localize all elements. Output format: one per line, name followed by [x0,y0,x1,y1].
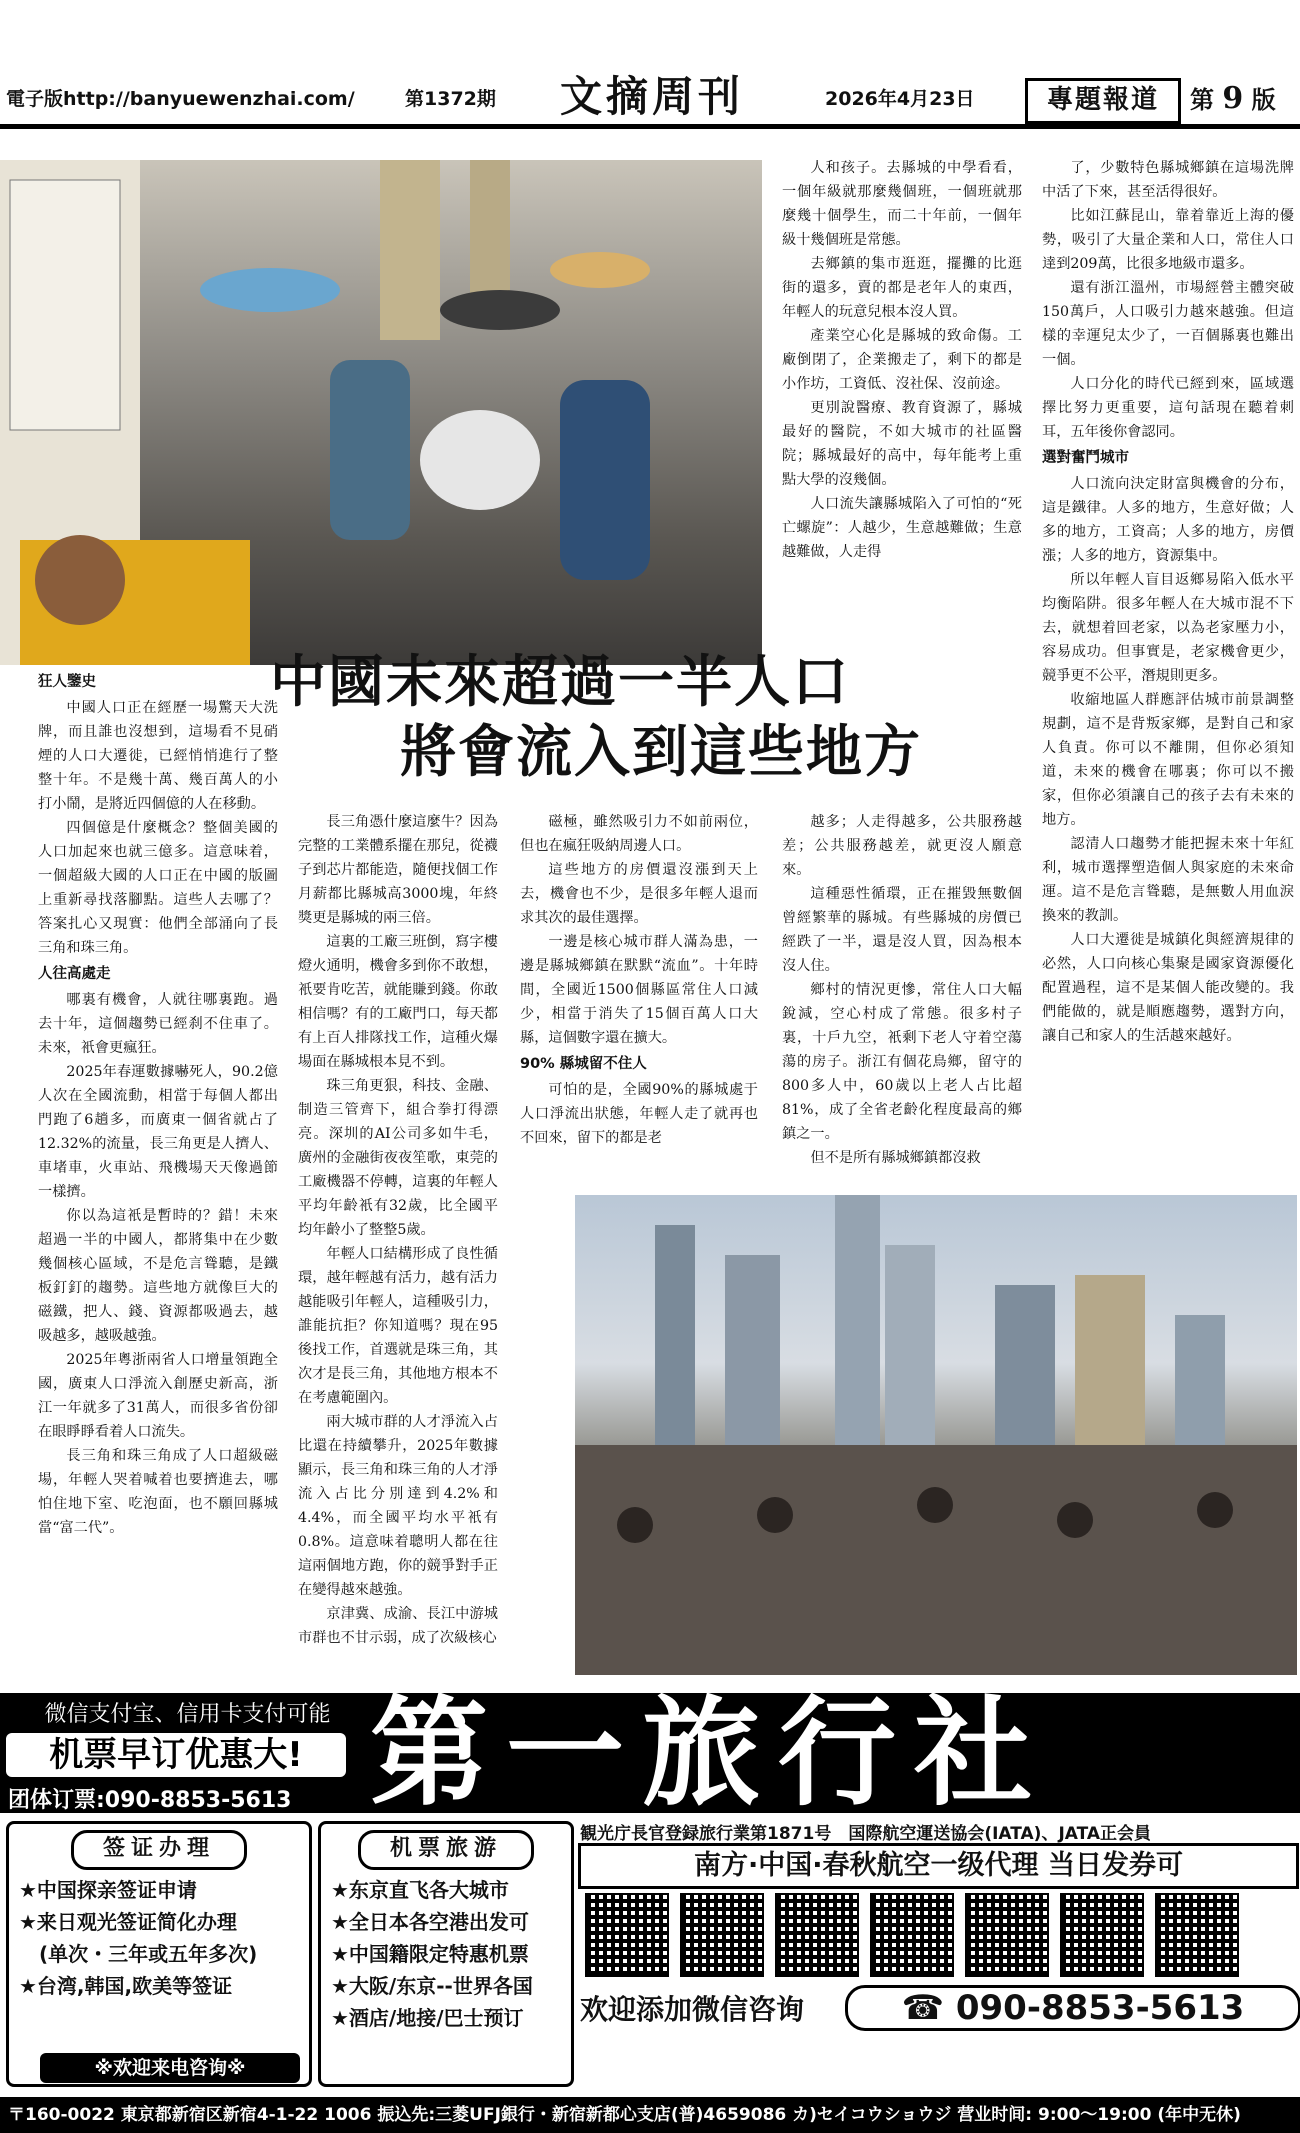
article-column-5 [1042,156,1294,1048]
ad-visa-box [6,1821,312,2087]
issue-number: 第1372期 [405,88,496,110]
ad-top-bar [0,1684,1300,1822]
ad-ticket-box [318,1821,574,2087]
paragraph: 中國人口正在經歷一場驚天大洗牌，而且誰也沒想到，這場看不見硝煙的人口大遷徙，已經悄悄進行了整整十年。不是幾十萬、幾百萬人的小打小鬧，是將近四個億的人在移動。 [38,700,278,812]
ad-list-item: ★全日本各空港出发可 [331,1910,529,1934]
paragraph: 去鄉鎮的集市逛逛，擺攤的比逛街的還多，賣的都是老年人的東西，年輕人的玩意兒根本沒人買。 [782,256,1022,320]
paragraph: 還有浙江溫州，市場經營主體突破150萬戶，人口吸引力越來越強。但這樣的幸運兒太少了，一百個縣裏也難出一個。 [1042,280,1294,368]
paragraph: 更別說醫療、教育資源了，縣城最好的醫院，不如大城市的社區醫院；縣城最好的高中，每年能考上重點大學的沒幾個。 [782,400,1022,488]
paragraph: 這裏的工廠三班倒，寫字樓燈火通明，機會多到你不敢想，衹要肯吃苦，就能賺到錢。你敢相信嗎？有的工廠門口，每天都有上百人排隊找工作，這種火爆場面在縣城根本見不到。 [298,934,498,1070]
ad-wechat-prompt: 欢迎添加微信咨询 [580,1993,805,2026]
photo-city-illustration [575,1195,1297,1675]
headline-line-2: 將會流入到這些地方 [400,720,922,785]
paragraph: 這種惡性循環，正在摧毀無數個曾經繁華的縣城。有些縣城的房價已經跌了一半，還是沒人買，因為根本沒人住。 [782,886,1022,974]
paragraph: 收縮地區人群應評估城市前景調整規劃，這不是背叛家鄉，是對自己和家人負責。你可以不離開，但你必須知道，未來的機會在哪裏；你可以不搬家，但你必須讓自己的孩子去有未來的地方。 [1042,692,1294,828]
ad-list-item: ★东京直飞各大城市 [331,1878,509,1902]
paragraph: 越多；人走得越多，公共服務越差；公共服務越差，就更沒人願意來。 [782,814,1022,878]
qr-code[interactable] [1155,1893,1239,1977]
ad-group-booking: 团体订票:090-8853-5613 [8,1788,292,1813]
paragraph: 人口流失讓縣城陷入了可怕的“死亡螺旋”：人越少，生意越難做；生意越難做，人走得 [782,496,1022,560]
paragraph: 所以年輕人盲目返鄉易陷入低水平均衡陷阱。很多年輕人在大城市混不下去，就想着回老家，以為老家壓力小，容易成功。但事實是，老家機會更少，競爭更不公平，潛規則更多。 [1042,572,1294,684]
ad-ticket-list [321,1874,571,2034]
ad-visa-title: 签证办理 [71,1830,247,1870]
paragraph: 長三角憑什麼這麼牛？因為完整的工業體系擺在那兒，從襪子到芯片都能造，隨便找個工作月薪都比縣城高3000塊，年終獎更是縣城的兩三倍。 [298,814,498,926]
paragraph: 2025年春運數據嚇死人，90.2億人次在全國流動，相當于每個人都出門跑了6趟多，而廣東一個省就占了12.32%的流量，長三角更是人擠人、車堵車，火車站、飛機場天天像過節一樣擠。 [38,1064,278,1200]
ad-phone-number[interactable]: ☎ 090-8853-5613 [845,1985,1300,2031]
paragraph: 兩大城市群的人才淨流入占比還在持續攀升，2025年數據顯示，長三角和珠三角的人才淨流入占比分別達到4.2%和4.4%，而全國平均水平衹有0.8%。這意味着聰明人都在往這兩個地方跑，你的競爭對手正在變得越來越強。 [298,1414,498,1598]
paragraph: 你以為這衹是暫時的？錯！未來超過一半的中國人，都將集中在少數幾個核心區域，不是危言聳聽，是鐵板釘釘的趨勢。這些地方就像巨大的磁鐵，把人、錢、資源都吸過去，越吸越多，越吸越強。 [38,1208,278,1344]
paragraph: 一邊是核心城市群人滿為患，一邊是縣城鄉鎮在默默“流血”。十年時間，全國近1500個縣區常住人口減少，相當于消失了15個百萬人口大縣，這個數字還在擴大。 [520,934,758,1046]
headline-line-1: 中國未來超過一半人口 [270,650,850,715]
travel-agency-ad [0,1684,1300,2133]
ad-airline-agent: 南方·中国·春秋航空一级代理 当日发券可 [578,1843,1299,1889]
ad-address-bar: 〒160-0022 東京都新宿区新宿4-1-22 1006 振込先:三菱UFJ銀行・新宿新都心支店(普)4659086 カ)セイコウショウジ 营业时间: 9:00～19:00 (年中无休) [0,2097,1300,2133]
paragraph: 京津冀、成渝、長江中游城市群也不甘示弱，成了次級核心 [298,1606,498,1646]
masthead [0,0,1300,130]
qr-code[interactable] [1060,1893,1144,1977]
ad-list-item: ★中国籍限定特惠机票 [331,1942,529,1966]
ad-agency-logo: 第一旅行社 [370,1684,1051,1822]
paragraph: 磁極，雖然吸引力不如前兩位，但也在瘋狂吸納周邊人口。 [520,814,758,854]
paragraph: 認清人口趨勢才能把握未來十年紅利，城市選擇塑造個人與家庭的未來命運。這不是危言聳聽，是無數人用血淚換來的教訓。 [1042,836,1294,924]
paragraph: 了，少數特色縣城鄉鎮在這場洗牌中活了下來，甚至活得很好。 [1042,160,1294,200]
qr-code[interactable] [870,1893,954,1977]
photo-migrants-in-rain [0,160,762,665]
ad-list-item: (单次・三年或五年多次) [19,1942,258,1966]
paragraph: 長三角和珠三角成了人口超級磁場，年輕人哭着喊着也要擠進去，哪怕住地下室、吃泡面，也不願回縣城當“富二代”。 [38,1448,278,1536]
paragraph: 產業空心化是縣城的致命傷。工廠倒閉了，企業搬走了，剩下的都是小作坊，工資低、沒社保、沒前途。 [782,328,1022,392]
paragraph: 2025年粵浙兩省人口增量領跑全國，廣東人口淨流入創歷史新高，浙江一年就多了31萬人，而很多省份卻在眼睜睜看着人口流失。 [38,1352,278,1440]
subheading: 90% 縣城留不住人 [520,1056,647,1072]
paragraph: 人和孩子。去縣城的中學看看，一個年級就那麼幾個班，一個班就那麼幾十個學生，而二十年前，一個年級十幾個班是常態。 [782,160,1022,248]
paragraph: 珠三角更狠，科技、金融、制造三管齊下，組合拳打得漂亮。深圳的AI公司多如牛毛，廣州的金融街夜夜笙歌，東莞的工廠機器不停轉，這裏的年輕人平均年齡衹有32歲，比全國平均年齡小了整整5歲。 [298,1078,498,1238]
page-number [1190,80,1276,116]
paragraph: 哪裏有機會，人就往哪裏跑。過去十年，這個趨勢已經刹不住車了。未來，衹會更瘋狂。 [38,992,278,1056]
ad-ticket-title: 机票旅游 [358,1830,534,1870]
page-suffix: 版 [1251,85,1276,114]
paragraph: 但不是所有縣城鄉鎮都沒救 [810,1150,981,1166]
article-column-3 [520,810,758,1150]
qr-code[interactable] [680,1893,764,1977]
issue-date: 2026年4月23日 [825,88,975,110]
paragraph: 人口流向決定財富與機會的分布，這是鐵律。人多的地方，生意好做；人多的地方，工資高；人多的地方，房價漲；人多的地方，資源集中。 [1042,476,1294,564]
paragraph: 比如江蘇昆山，靠着靠近上海的優勢，吸引了大量企業和人口，常住人口達到209萬，比很多地級市還多。 [1042,208,1294,272]
paragraph: 四個億是什麼概念？整個美國的人口加起來也就三億多。這意味着，一個超級大國的人口正在中國的版圖上重新尋找落腳點。這些人去哪了？答案扎心又現實：他們全部涌向了長三角和珠三角。 [38,820,278,956]
newspaper-title: 文摘周刊 [560,72,745,121]
subheading: 選對奮鬥城市 [1042,450,1129,466]
article-column-top-3 [782,156,1022,564]
photo-migrants-illustration [0,160,762,665]
paragraph: 可怕的是，全國90%的縣城處于人口淨流出狀態，年輕人走了就再也不回來，留下的都是老 [520,1082,758,1146]
masthead-rule [0,124,1300,129]
website-url[interactable]: 電子版http://banyuewenzhai.com/ [6,88,355,110]
ad-list-item: ★台湾,韩国,欧美等签证 [19,1974,233,1998]
subheading: 人往高處走 [38,966,111,982]
paragraph: 人口分化的時代已經到來，區域選擇比努力更重要，這句話現在聽着刺耳，五年後你會認同。 [1042,376,1294,440]
ad-early-booking: 机票早订优惠大! [6,1733,346,1777]
paragraph: 人口大遷徙是城鎮化與經濟規律的必然，人口向核心集聚是國家資源優化配置過程，這不是某個人能改變的。我們能做的，就是順應趨勢，選對方向，讓自己和家人的生活越來越好。 [1042,932,1294,1044]
ad-visa-welcome: ※欢迎来电咨询※ [40,2053,300,2083]
qr-code[interactable] [775,1893,859,1977]
ad-visa-list [9,1874,309,2002]
qr-code[interactable] [585,1893,669,1977]
article-author: 狂人鑒史 [38,674,96,690]
ad-list-item: ★来日观光签证简化办理 [19,1910,237,1934]
article-column-4 [782,810,1022,1170]
page-prefix: 第 [1190,85,1214,114]
article-column-1 [38,668,278,1540]
paragraph: 鄉村的情況更慘，常住人口大幅銳減，空心村成了常態。很多村子裏，十戶九空，衹剩下老人守着空蕩蕩的房子。浙江有個花鳥鄉，留守的800多人中，60歲以上老人占比超81%，成了全省老齡化程度最高的鄉鎮之一。 [782,982,1022,1142]
ad-list-item: ★酒店/地接/巴士预订 [331,2006,524,2030]
paragraph: 年輕人口結構形成了良性循環，越年輕越有活力，越有活力越能吸引年輕人，這種吸引力，誰能抗拒？你知道嗎？現在95後找工作，首選就是珠三角，其次才是長三角，其他地方根本不在考慮範圍內。 [298,1246,498,1406]
paragraph: 這些地方的房價還沒漲到天上去，機會也不少，是很多年輕人退而求其次的最佳選擇。 [520,862,758,926]
article-column-2 [298,810,498,1650]
ad-payment-methods: 微信支付宝、信用卡支付可能 [44,1702,331,1727]
ad-list-item: ★大阪/东京--世界各国 [331,1974,533,1998]
section-label: 專題報道 [1025,78,1181,124]
ad-license-info: 観光庁長官登録旅行業第1871号 国際航空運送協会(IATA)、JATA正会員 [580,1824,1152,1844]
page-number-value: 9 [1222,81,1244,116]
qr-code[interactable] [965,1893,1049,1977]
photo-city-crowd [575,1195,1297,1675]
article-headline [270,648,1070,788]
ad-list-item: ★中国探亲签证申请 [19,1878,197,1902]
